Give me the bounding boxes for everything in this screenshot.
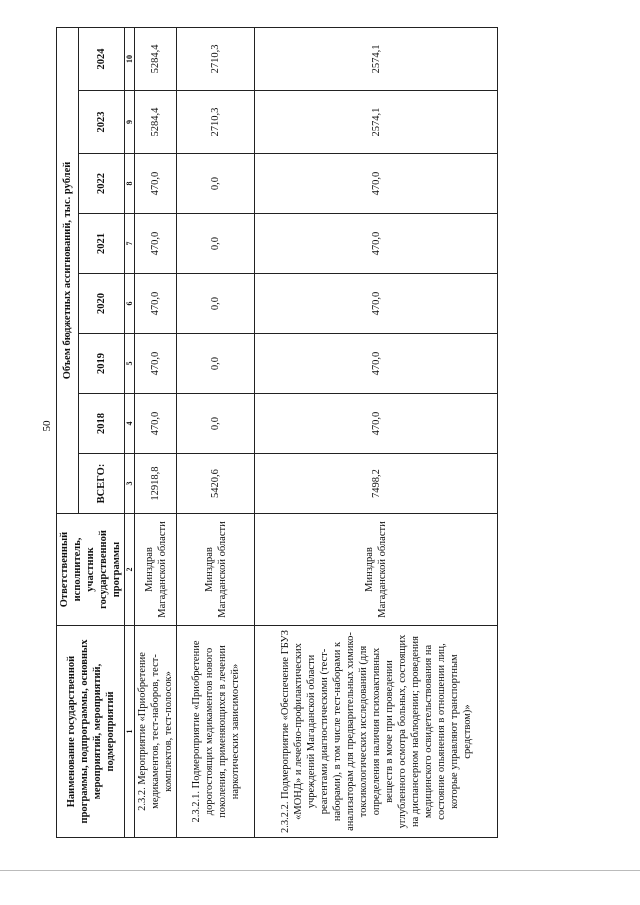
header-year: 2020 [79, 274, 125, 334]
row-total: 5420,6 [177, 454, 255, 514]
column-index: 2 [125, 514, 135, 626]
row-value: 2710,3 [177, 91, 255, 154]
header-year: 2018 [79, 394, 125, 454]
row-value: 470,0 [135, 214, 177, 274]
row-value: 0,0 [177, 394, 255, 454]
column-index: 5 [125, 334, 135, 394]
column-index: 8 [125, 154, 135, 214]
row-value: 470,0 [135, 394, 177, 454]
header-year: 2024 [79, 27, 125, 90]
scan-edge-divider [0, 870, 640, 871]
row-value: 0,0 [177, 274, 255, 334]
row-executor: Минздрав Магаданской области [135, 514, 177, 626]
row-value: 5284,4 [135, 91, 177, 154]
row-value: 2574,1 [255, 27, 498, 90]
column-index: 3 [125, 454, 135, 514]
table-row [135, 27, 177, 837]
row-name: 2.3.2.2. Подмероприятие «Обеспечение ГБУЗ «МОНД» и лечебно-профилактических учреждений Магаданской области реагентами диагностическими (тест-наборами), в том числе тест-наборами к анализаторам для предварительных химико-токсикологических исследований (для определения наличия психоактивных веществ в моче при проведении углубленного осмотра больных, состоящих на диспансерном наблюдении; проведения медицинского освидетельствования на состояние опьянения в отношении лиц, которые управляют транспортным средством)» [255, 626, 498, 838]
header-row-1 [57, 27, 79, 837]
rotated-budget-table-page [56, 28, 576, 838]
row-name: 2.3.2. Мероприятие «Приобретение медикаментов, тест-наборов, тест-комплектов, тест-полосок» [135, 626, 177, 838]
row-value: 0,0 [177, 214, 255, 274]
row-value: 470,0 [255, 334, 498, 394]
header-total: ВСЕГО: [79, 454, 125, 514]
table-row [255, 27, 498, 837]
row-value: 470,0 [135, 274, 177, 334]
column-index: 6 [125, 274, 135, 334]
column-index: 4 [125, 394, 135, 454]
row-value: 470,0 [255, 154, 498, 214]
column-index: 7 [125, 214, 135, 274]
column-index: 10 [125, 27, 135, 90]
row-total: 12918,8 [135, 454, 177, 514]
row-total: 7498,2 [255, 454, 498, 514]
row-value: 470,0 [255, 394, 498, 454]
budget-table [56, 27, 498, 838]
row-value: 2574,1 [255, 91, 498, 154]
column-index-row [125, 27, 135, 837]
header-budget: Объем бюджетных ассигнований, тыс. рублей [57, 27, 79, 513]
row-value: 5284,4 [135, 27, 177, 90]
row-value: 0,0 [177, 334, 255, 394]
row-name: 2.3.2.1. Подмероприятие «Приобретение дорогостоящих медикаментов нового поколения, применяющихся в лечении наркотических зависимостей» [177, 626, 255, 838]
column-index: 1 [125, 626, 135, 838]
header-executor: Ответственный исполнитель, участник государственной программы [57, 514, 125, 626]
header-year: 2021 [79, 214, 125, 274]
row-value: 470,0 [255, 274, 498, 334]
table-row [177, 27, 255, 837]
page-number: 50 [41, 420, 53, 432]
row-executor: Минздрав Магаданской области [255, 514, 498, 626]
row-value: 0,0 [177, 154, 255, 214]
header-year: 2023 [79, 91, 125, 154]
row-value: 2710,3 [177, 27, 255, 90]
row-executor: Минздрав Магаданской области [177, 514, 255, 626]
column-index: 9 [125, 91, 135, 154]
row-value: 470,0 [135, 154, 177, 214]
header-name: Наименование государственной программы, подпрограммы, основных мероприятий, мероприятий, подмероприятий [57, 626, 125, 838]
header-year: 2022 [79, 154, 125, 214]
row-value: 470,0 [255, 214, 498, 274]
row-value: 470,0 [135, 334, 177, 394]
header-year: 2019 [79, 334, 125, 394]
